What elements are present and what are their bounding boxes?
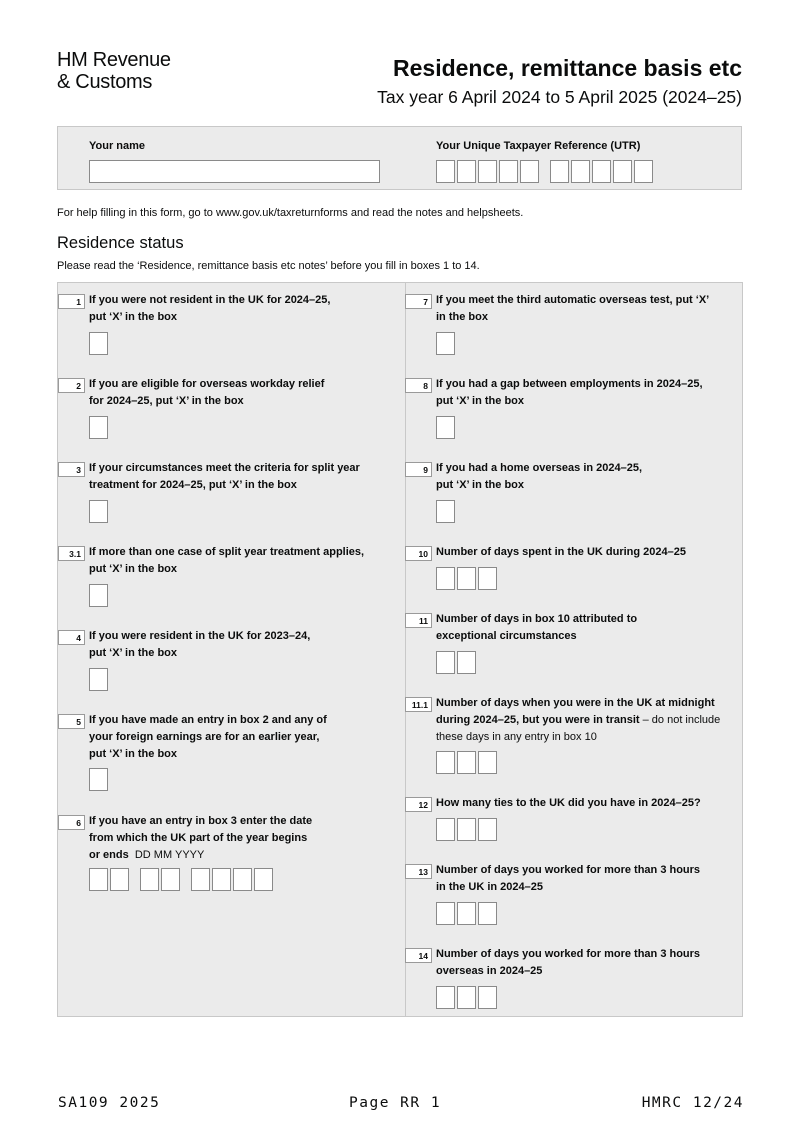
- section-title: Residence status: [57, 234, 184, 252]
- utr-digit-5[interactable]: [520, 160, 539, 183]
- box-6-question: If you have an entry in box 3 enter the date from which the UK part of the year begins or ends DD MM YYYY: [89, 815, 313, 861]
- box-2-question: If you are eligible for overseas workday relief for 2024–25, put ‘X’ in the box: [89, 378, 325, 407]
- utr-digit-6[interactable]: [550, 160, 569, 183]
- footer-form-code: SA109 2025: [58, 1095, 161, 1111]
- box-number-13: 13: [405, 864, 432, 879]
- box-number-3-1: 3.1: [58, 546, 85, 561]
- hmrc-logo: [57, 49, 171, 93]
- name-label: Your name: [89, 140, 146, 152]
- box-6-year-4[interactable]: [254, 868, 273, 891]
- box-6-day-2[interactable]: [110, 868, 129, 891]
- box-6-month-1[interactable]: [140, 868, 159, 891]
- box-12-digit-3[interactable]: [478, 818, 497, 841]
- box-13-question: Number of days you worked for more than 3 hours in the UK in 2024–25: [436, 864, 701, 893]
- utr-digit-4[interactable]: [499, 160, 518, 183]
- box-14-digit-2[interactable]: [457, 986, 476, 1009]
- box-number-4: 4: [58, 630, 85, 645]
- box-3-1-checkbox[interactable]: [89, 584, 108, 607]
- utr-digit-3[interactable]: [478, 160, 497, 183]
- box-6-year-3[interactable]: [233, 868, 252, 891]
- logo-line-2: & Customs: [57, 71, 153, 93]
- box-2-checkbox[interactable]: [89, 416, 108, 439]
- box-12-digit-1[interactable]: [436, 818, 455, 841]
- box-6-day-1[interactable]: [89, 868, 108, 891]
- box-13-digit-3[interactable]: [478, 902, 497, 925]
- box-14-digit-1[interactable]: [436, 986, 455, 1009]
- help-text: For help filling in this form, go to www.gov.uk/taxreturnforms and read the notes and helpsheets.: [57, 207, 524, 219]
- box-number-10: 10: [405, 546, 432, 561]
- box-3-question: If your circumstances meet the criteria for split year treatment for 2024–25, put ‘X’ in the box: [89, 462, 360, 491]
- box-10-digit-3[interactable]: [478, 567, 497, 590]
- box-14-digit-3[interactable]: [478, 986, 497, 1009]
- box-number-8: 8: [405, 378, 432, 393]
- box-11-1-digit-3[interactable]: [478, 751, 497, 774]
- box-number-11-1: 11.1: [405, 697, 432, 712]
- box-number-1: 1: [58, 294, 85, 309]
- logo-line-1: HM Revenue: [57, 49, 171, 71]
- box-10-question: Number of days spent in the UK during 2024–25: [436, 546, 687, 558]
- box-3-1-question: If more than one case of split year treatment applies, put ‘X’ in the box: [89, 546, 365, 575]
- utr-digit-9[interactable]: [613, 160, 632, 183]
- utr-digit-1[interactable]: [436, 160, 455, 183]
- box-number-9: 9: [405, 462, 432, 477]
- box-9-checkbox[interactable]: [436, 500, 455, 523]
- box-12-question: How many ties to the UK did you have in 2024–25?: [436, 797, 701, 809]
- box-6-year-1[interactable]: [191, 868, 210, 891]
- box-7-question: If you meet the third automatic overseas test, put ‘X’ in the box: [436, 294, 710, 323]
- box-11-question: Number of days in box 10 attributed to exceptional circumstances: [436, 613, 638, 642]
- date-format-hint: DD MM YYYY: [134, 849, 205, 861]
- box-3-checkbox[interactable]: [89, 500, 108, 523]
- box-number-2: 2: [58, 378, 85, 393]
- box-11-1-question: Number of days when you were in the UK at midnight during 2024–25, but you were in transit – do not include these days in any entry in box 10: [436, 697, 721, 743]
- box-number-14: 14: [405, 948, 432, 963]
- box-6-year-2[interactable]: [212, 868, 231, 891]
- form-title: Residence, remittance basis etc: [393, 55, 742, 81]
- utr-label: Your Unique Taxpayer Reference (UTR): [436, 140, 641, 152]
- box-8-checkbox[interactable]: [436, 416, 455, 439]
- box-11-digit-1[interactable]: [436, 651, 455, 674]
- box-10-digit-1[interactable]: [436, 567, 455, 590]
- box-11-1-digit-2[interactable]: [457, 751, 476, 774]
- utr-digit-10[interactable]: [634, 160, 653, 183]
- box-5-checkbox[interactable]: [89, 768, 108, 791]
- box-number-3: 3: [58, 462, 85, 477]
- form-subtitle: Tax year 6 April 2024 to 5 April 2025 (2024–25): [377, 87, 742, 107]
- box-10-digit-2[interactable]: [457, 567, 476, 590]
- footer-version: HMRC 12/24: [641, 1095, 744, 1111]
- box-11-digit-2[interactable]: [457, 651, 476, 674]
- box-4-question: If you were resident in the UK for 2023–24, put ‘X’ in the box: [89, 630, 311, 659]
- box-number-7: 7: [405, 294, 432, 309]
- box-14-question: Number of days you worked for more than 3 hours overseas in 2024–25: [436, 948, 701, 977]
- footer-page-number: Page RR 1: [349, 1095, 442, 1111]
- box-number-6: 6: [58, 815, 85, 830]
- box-13-digit-1[interactable]: [436, 902, 455, 925]
- box-4-checkbox[interactable]: [89, 668, 108, 691]
- box-number-5: 5: [58, 714, 85, 729]
- box-11-1-digit-1[interactable]: [436, 751, 455, 774]
- section-intro: Please read the ‘Residence, remittance basis etc notes’ before you fill in boxes 1 to 14.: [57, 260, 480, 272]
- box-12-digit-2[interactable]: [457, 818, 476, 841]
- box-9-question: If you had a home overseas in 2024–25, put ‘X’ in the box: [436, 462, 643, 491]
- box-5-question: If you have made an entry in box 2 and any of your foreign earnings are for an earlier year, put ‘X’ in the box: [89, 714, 327, 760]
- box-6-month-2[interactable]: [161, 868, 180, 891]
- box-7-checkbox[interactable]: [436, 332, 455, 355]
- utr-digit-7[interactable]: [571, 160, 590, 183]
- box-number-11: 11: [405, 613, 432, 628]
- box-1-question: If you were not resident in the UK for 2024–25, put ‘X’ in the box: [89, 294, 331, 323]
- box-number-12: 12: [405, 797, 432, 812]
- box-1-checkbox[interactable]: [89, 332, 108, 355]
- box-13-digit-2[interactable]: [457, 902, 476, 925]
- utr-digit-8[interactable]: [592, 160, 611, 183]
- name-field[interactable]: [89, 160, 380, 183]
- box-8-question: If you had a gap between employments in 2024–25, put ‘X’ in the box: [436, 378, 703, 407]
- utr-digit-2[interactable]: [457, 160, 476, 183]
